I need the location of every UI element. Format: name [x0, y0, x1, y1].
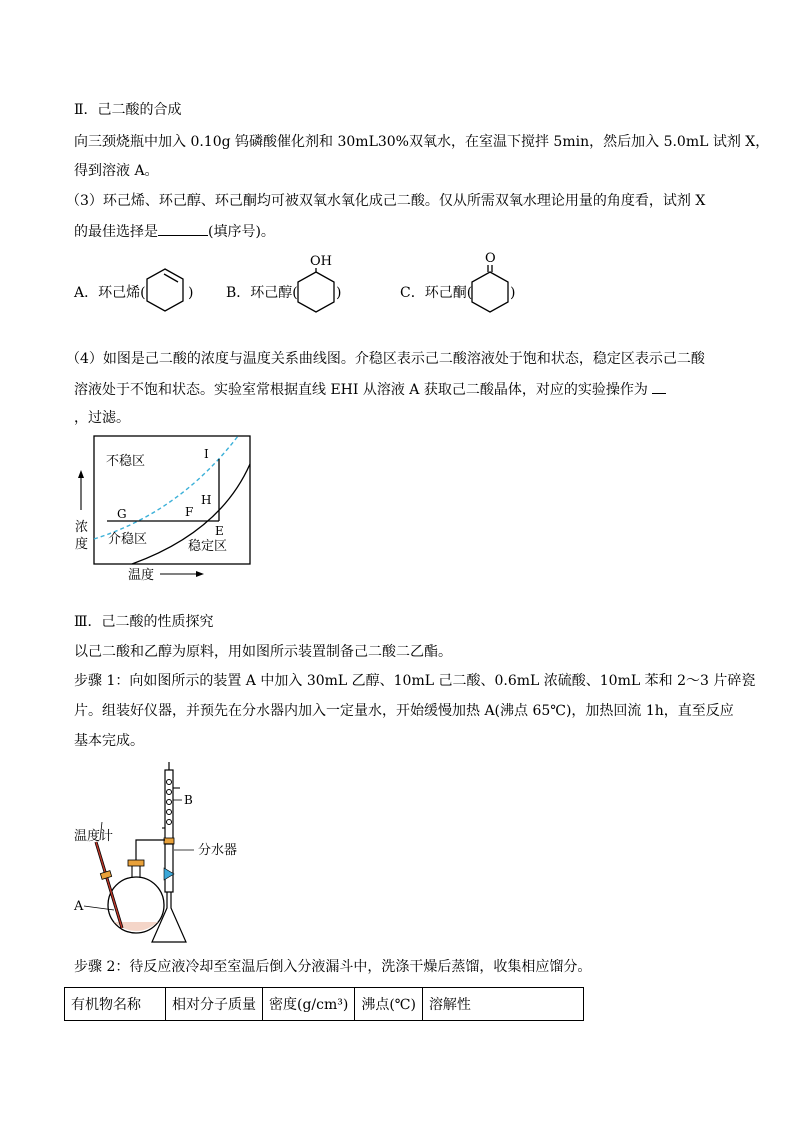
header-name: 有机物名称	[65, 988, 166, 1021]
carbonyl-oxygen-label: O	[485, 251, 496, 266]
step-1-line2: 片。组装好仪器，并预先在分水器内加入一定量水，开始缓慢加热 A(沸点 65℃)，加热回流 1h，直至反应	[74, 703, 734, 719]
hydroxyl-group-label: OH	[310, 254, 332, 269]
water-separator	[165, 844, 173, 892]
section-3-intro: 以己二酸和乙醇为原料，用如图所示装置制备己二酸二乙酯。	[74, 644, 452, 660]
point-i-label: I	[204, 447, 209, 461]
question-4-line2	[74, 379, 666, 399]
properties-table	[64, 987, 584, 1021]
concentration-temperature-graph	[70, 432, 260, 587]
answer-blank-3[interactable]	[158, 221, 208, 236]
point-h-label: H	[201, 493, 212, 507]
region-metastable: 介稳区	[108, 532, 148, 547]
apparatus-diagram	[74, 760, 284, 945]
label-water-separator: 分水器	[198, 843, 238, 858]
conical-flask	[152, 892, 186, 942]
question-4-line3: ，过滤。	[74, 410, 130, 426]
section-3-heading: Ⅲ．己二酸的性质探究	[74, 614, 214, 630]
option-a-label: A．环己烯(	[74, 285, 146, 301]
point-f-label: F	[185, 505, 194, 519]
cyclohexene-structure	[143, 267, 187, 315]
region-stable: 稳定区	[188, 539, 228, 554]
option-b-label: B．环己醇(	[226, 285, 298, 301]
option-c-close: )	[510, 285, 516, 301]
answer-blank-4[interactable]	[652, 379, 666, 394]
step-1-line1: 步骤 1：向如图所示的装置 A 中加入 30mL 乙醇、10mL 己二酸、0.6mL 浓硫酸、10mL 苯和 2～3 片碎瓷	[74, 673, 756, 689]
step-2-text: 步骤 2：待反应液冷却至室温后倒入分液漏斗中，洗涤干燥后蒸馏，收集相应馏分。	[74, 959, 592, 975]
region-unstable: 不稳区	[106, 454, 146, 469]
step-1-line3: 基本完成。	[74, 733, 144, 749]
cyclohexanone-structure	[468, 250, 512, 316]
question-4-line1: （4）如图是己二酸的浓度与温度关系曲线图。介稳区表示己二酸溶液处于饱和状态，稳定区表示己二酸	[66, 351, 705, 367]
question-4-text: 溶液处于不饱和状态。实验室常根据直线 EHI 从溶液 A 获取己二酸晶体，对应的实验操作为	[74, 382, 648, 398]
option-c-label: C．环己酮(	[400, 285, 473, 301]
section-2-intro-line2: 得到溶液 A。	[74, 163, 159, 179]
cyclohexanol-structure	[294, 252, 338, 316]
point-g-label: G	[117, 507, 127, 521]
x-axis-label: 温度	[128, 568, 155, 583]
question-3-line1: （3）环己烯、环己醇、环己酮均可被双氧水氧化成己二酸。仅从所需双氧水理论用量的角度看，试剂 X	[66, 193, 706, 209]
point-e-label: E	[215, 524, 224, 538]
y-axis-label-2: 度	[75, 537, 89, 552]
section-2-intro-line1: 向三颈烧瓶中加入 0.10g 钨磷酸催化剂和 30mL30%双氧水，在室温下搅拌 5min，然后加入 5.0mL 试剂 X，	[74, 134, 770, 150]
question-3-prefix: 的最佳选择是	[74, 224, 158, 240]
header-density: 密度(g/cm³)	[263, 988, 355, 1021]
label-thermometer: 温度计	[74, 829, 114, 844]
question-3-line2	[74, 221, 275, 241]
label-b: B	[184, 793, 193, 807]
thermometer	[96, 842, 122, 928]
option-b-close: )	[336, 285, 342, 301]
header-solubility: 溶解性	[422, 988, 583, 1021]
table-header-row	[65, 988, 584, 1021]
question-3-suffix: (填序号)。	[208, 224, 275, 240]
label-a: A	[74, 899, 84, 914]
section-2-heading: Ⅱ．己二酸的合成	[74, 102, 182, 118]
y-axis-label-1: 浓	[75, 520, 89, 535]
option-a-close: )	[188, 285, 194, 301]
header-molar-mass: 相对分子质量	[166, 988, 263, 1021]
header-boiling-point: 沸点(℃)	[355, 988, 423, 1021]
